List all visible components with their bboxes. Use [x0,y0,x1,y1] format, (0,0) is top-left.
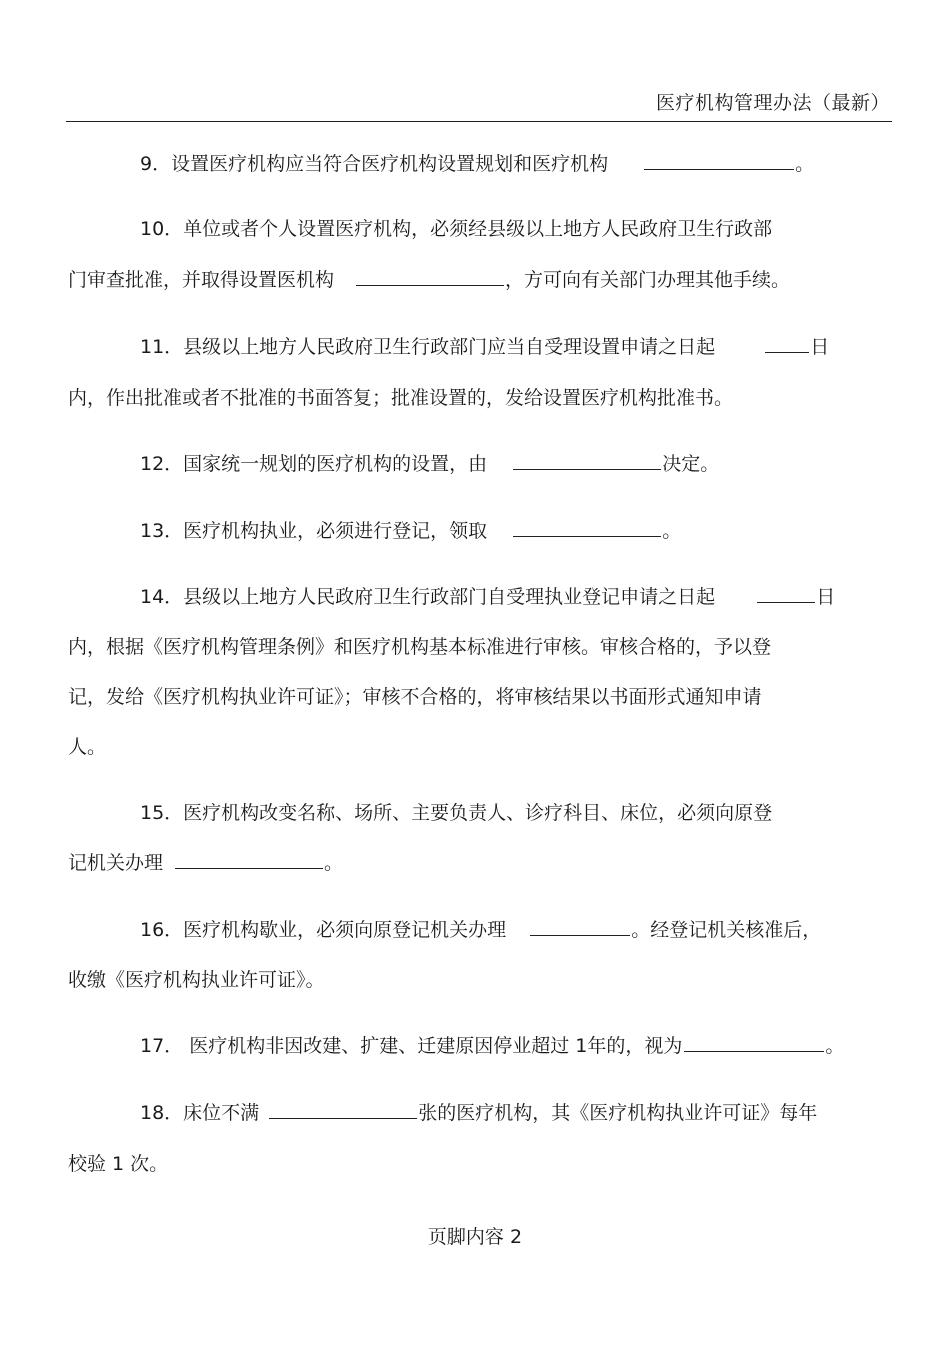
question-17-line-1: 17． 医疗机构非因改建、扩建、迁建原因停业超过 1年的，视为 。 [140,1035,845,1057]
answer-blank [530,918,630,936]
question-15-line-1: 15．医疗机构改变名称、场所、主要负责人、诊疗科目、床位，必须向原登 [140,802,773,824]
question-12-line-1: 12．国家统一规划的医疗机构的设置，由 决定。 [140,453,720,475]
question-14-line-1: 14．县级以上地方人民政府卫生行政部门自受理执业登记申请之日起 日 [140,586,836,608]
question-10-line-1: 10．单位或者个人设置医疗机构，必须经县级以上地方人民政府卫生行政部 [140,218,773,240]
answer-blank [765,335,809,353]
question-15-line-2: 记机关办理 。 [68,852,344,874]
question-9-text: 9．设置医疗机构应当符合医疗机构设置规划和医疗机构 [140,153,609,175]
question-16-line-2: 收缴《医疗机构执业许可证》。 [68,969,325,991]
answer-blank [684,1034,824,1052]
question-18-line-2: 校验 1 次。 [68,1153,169,1175]
question-14-line-4: 人。 [68,736,107,758]
header-divider [66,121,892,122]
question-9-end: 。 [795,153,815,175]
answer-blank [175,851,323,869]
question-13-line-1: 13．医疗机构执业，必须进行登记，领取 。 [140,520,682,542]
answer-blank [269,1101,417,1119]
page-header-title: 医疗机构管理办法（最新） [655,92,890,114]
question-14-line-3: 记，发给《医疗机构执业许可证》；审核不合格的，将审核结果以书面形式通知申请 [68,686,762,708]
answer-blank [757,585,815,603]
question-16-line-1: 16．医疗机构歇业，必须向原登记机关办理 。经登记机关核准后， [140,919,822,941]
answer-blank [356,268,504,286]
answer-blank [513,519,661,537]
question-9-line-1 [140,152,814,176]
question-14-line-2: 内，根据《医疗机构管理条例》和医疗机构基本标准进行审核。审核合格的，予以登 [68,636,772,658]
question-11-line-2: 内，作出批准或者不批准的书面答复；批准设置的，发给设置医疗机构批准书。 [68,387,734,409]
question-18-line-1: 18．床位不满 张的医疗机构，其《医疗机构执业许可证》每年 [140,1102,818,1124]
question-10-line-2: 门审查批准，并取得设置医机构 ，方可向有关部门办理其他手续。 [68,269,791,291]
answer-blank [513,452,661,470]
answer-blank [644,152,794,170]
question-11-line-1: 11．县级以上地方人民政府卫生行政部门应当自受理设置申请之日起 日 [140,336,830,358]
page-footer: 页脚内容 2 [427,1226,523,1248]
